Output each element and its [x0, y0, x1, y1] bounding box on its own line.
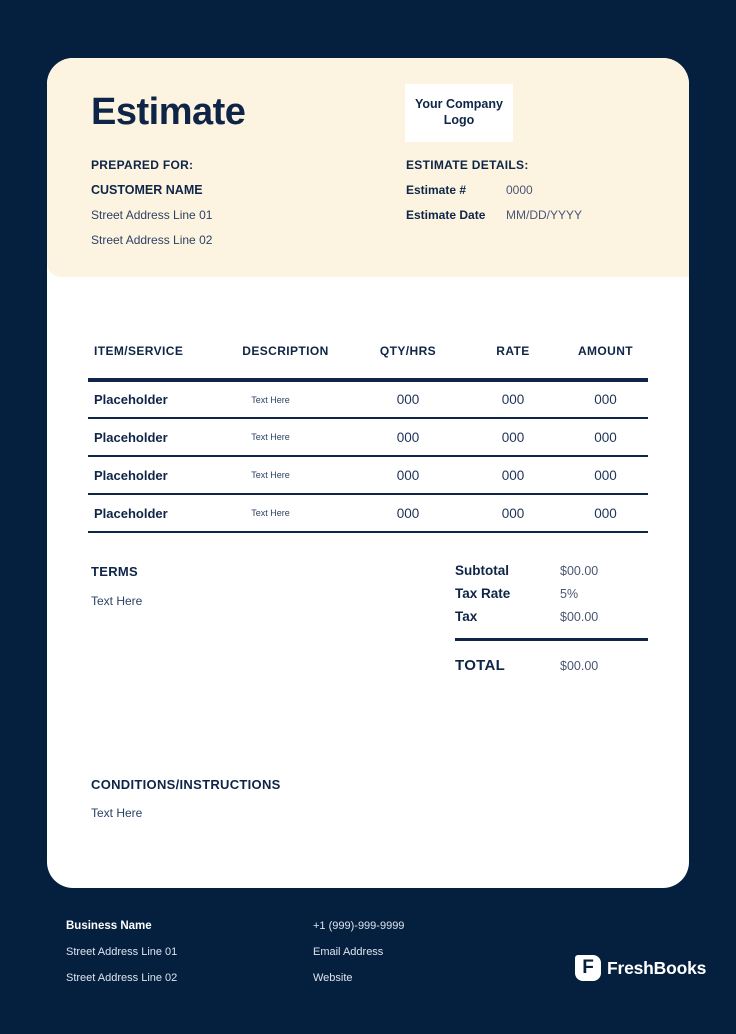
item-name: Placeholder — [88, 456, 218, 494]
column-header-rate: RATE — [463, 330, 563, 380]
prepared-for-label: PREPARED FOR: — [91, 158, 194, 172]
item-description: Text Here — [218, 418, 353, 456]
freshbooks-brand[interactable] — [575, 955, 706, 981]
table-row — [88, 380, 648, 418]
document-title: Estimate — [91, 91, 246, 133]
item-description: Text Here — [218, 494, 353, 532]
totals-section — [455, 563, 648, 682]
item-rate: 000 — [463, 380, 563, 418]
table-row — [88, 494, 648, 532]
item-amount: 000 — [563, 494, 648, 532]
table-row — [88, 418, 648, 456]
item-amount: 000 — [563, 380, 648, 418]
customer-address-line-2: Street Address Line 02 — [91, 233, 213, 247]
table-header-row — [88, 330, 648, 380]
terms-label: TERMS — [91, 564, 138, 579]
tax-value: $00.00 — [560, 610, 599, 624]
estimate-document — [47, 58, 689, 888]
footer-contact-info — [313, 920, 404, 998]
estimate-date-row — [406, 208, 582, 222]
item-rate: 000 — [463, 494, 563, 532]
item-description: Text Here — [218, 456, 353, 494]
estimate-number-label: Estimate # — [406, 183, 467, 197]
terms-text: Text Here — [91, 594, 143, 608]
conditions-label: CONDITIONS/INSTRUCTIONS — [91, 777, 281, 792]
item-qty: 000 — [353, 418, 463, 456]
subtotal-value: $00.00 — [560, 564, 599, 578]
estimate-details-section — [406, 158, 582, 233]
column-header-amount: AMOUNT — [563, 330, 648, 380]
tax-label: Tax — [455, 609, 478, 624]
business-email: Email Address — [313, 946, 384, 958]
customer-address-line-1: Street Address Line 01 — [91, 208, 213, 222]
item-description: Text Here — [218, 380, 353, 418]
conditions-text: Text Here — [91, 806, 143, 820]
item-qty: 000 — [353, 456, 463, 494]
company-logo-placeholder[interactable] — [405, 84, 513, 142]
subtotal-row — [455, 563, 648, 578]
item-qty: 000 — [353, 494, 463, 532]
total-value: $00.00 — [560, 659, 599, 673]
column-header-item-service: ITEM/SERVICE — [88, 330, 218, 380]
item-name: Placeholder — [88, 494, 218, 532]
estimate-number-row — [406, 183, 582, 197]
company-logo-text: Your Company Logo — [415, 97, 503, 127]
terms-section — [91, 564, 142, 608]
tax-row — [455, 609, 648, 624]
table-row — [88, 456, 648, 494]
column-header-description: DESCRIPTION — [218, 330, 353, 380]
item-rate: 000 — [463, 418, 563, 456]
conditions-section — [91, 777, 281, 820]
item-name: Placeholder — [88, 380, 218, 418]
prepared-for-section — [91, 158, 212, 258]
total-row — [455, 657, 648, 674]
item-rate: 000 — [463, 456, 563, 494]
tax-rate-value: 5% — [560, 587, 579, 601]
business-address-line-2: Street Address Line 02 — [66, 972, 178, 984]
business-address-line-1: Street Address Line 01 — [66, 946, 178, 958]
totals-divider — [455, 638, 648, 641]
freshbooks-logo-letter: F — [582, 957, 594, 978]
business-website: Website — [313, 972, 353, 984]
column-header-qty-hrs: QTY/HRS — [353, 330, 463, 380]
estimate-number-value: 0000 — [506, 183, 533, 197]
estimate-date-label: Estimate Date — [406, 208, 486, 222]
business-phone: +1 (999)-999-9999 — [313, 920, 405, 932]
line-items-table — [88, 330, 648, 533]
freshbooks-logo-icon — [575, 955, 601, 981]
estimate-header — [47, 58, 689, 277]
subtotal-label: Subtotal — [455, 563, 509, 578]
item-amount: 000 — [563, 456, 648, 494]
footer-business-info — [66, 920, 177, 998]
tax-rate-label: Tax Rate — [455, 586, 511, 601]
item-amount: 000 — [563, 418, 648, 456]
tax-rate-row — [455, 586, 648, 601]
item-name: Placeholder — [88, 418, 218, 456]
business-name: Business Name — [66, 920, 152, 932]
item-qty: 000 — [353, 380, 463, 418]
freshbooks-wordmark: FreshBooks — [607, 957, 707, 978]
page-footer — [0, 888, 736, 1034]
total-label: TOTAL — [455, 657, 506, 674]
estimate-date-value: MM/DD/YYYY — [506, 208, 583, 222]
customer-name: CUSTOMER NAME — [91, 183, 203, 197]
estimate-details-label: ESTIMATE DETAILS: — [406, 158, 529, 172]
